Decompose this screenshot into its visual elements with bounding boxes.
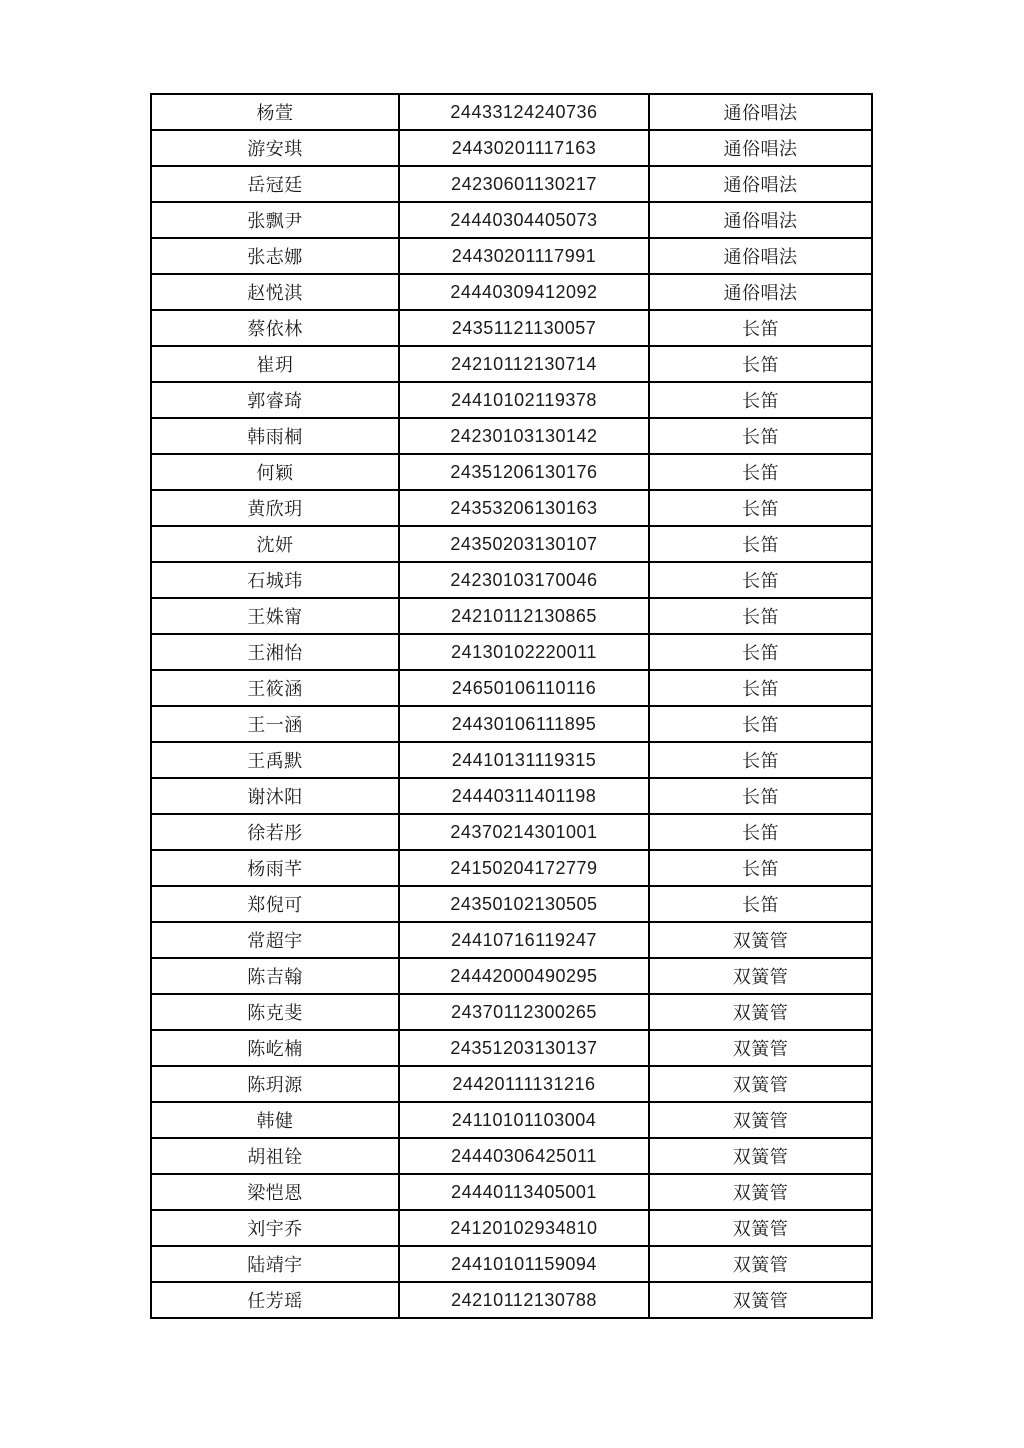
name-cell: 陈克斐 xyxy=(151,994,399,1030)
table-row xyxy=(151,94,872,130)
exam-number-cell: 24440309412092 xyxy=(399,274,649,310)
exam-number-cell: 24351121130057 xyxy=(399,310,649,346)
table-row xyxy=(151,166,872,202)
exam-number-cell: 24410131119315 xyxy=(399,742,649,778)
exam-number-cell: 24410716119247 xyxy=(399,922,649,958)
exam-number-cell: 24230601130217 xyxy=(399,166,649,202)
table-row xyxy=(151,238,872,274)
table-row xyxy=(151,1138,872,1174)
name-cell: 王筱涵 xyxy=(151,670,399,706)
table-row xyxy=(151,994,872,1030)
exam-number-cell: 24353206130163 xyxy=(399,490,649,526)
table-row xyxy=(151,850,872,886)
table-row xyxy=(151,526,872,562)
category-cell: 长笛 xyxy=(649,850,872,886)
category-cell: 通俗唱法 xyxy=(649,130,872,166)
exam-number-cell: 24430201117163 xyxy=(399,130,649,166)
category-cell: 长笛 xyxy=(649,418,872,454)
exam-number-cell: 24351206130176 xyxy=(399,454,649,490)
table-row xyxy=(151,418,872,454)
table-row xyxy=(151,130,872,166)
table-row xyxy=(151,1066,872,1102)
table-row xyxy=(151,1102,872,1138)
name-cell: 黄欣玥 xyxy=(151,490,399,526)
table-row xyxy=(151,778,872,814)
name-cell: 石城玮 xyxy=(151,562,399,598)
category-cell: 长笛 xyxy=(649,454,872,490)
table-row xyxy=(151,454,872,490)
category-cell: 长笛 xyxy=(649,526,872,562)
exam-number-cell: 24440306425011 xyxy=(399,1138,649,1174)
category-cell: 双簧管 xyxy=(649,958,872,994)
category-cell: 长笛 xyxy=(649,706,872,742)
table-row xyxy=(151,634,872,670)
exam-number-cell: 24650106110116 xyxy=(399,670,649,706)
table-row xyxy=(151,310,872,346)
exam-number-cell: 24433124240736 xyxy=(399,94,649,130)
name-cell: 胡祖铨 xyxy=(151,1138,399,1174)
category-cell: 双簧管 xyxy=(649,1174,872,1210)
name-cell: 梁恺恩 xyxy=(151,1174,399,1210)
exam-number-cell: 24130102220011 xyxy=(399,634,649,670)
exam-number-cell: 24440311401198 xyxy=(399,778,649,814)
category-cell: 双簧管 xyxy=(649,1210,872,1246)
exam-number-cell: 24150204172779 xyxy=(399,850,649,886)
table-row xyxy=(151,670,872,706)
table-row xyxy=(151,490,872,526)
name-cell: 蔡依林 xyxy=(151,310,399,346)
exam-number-cell: 24120102934810 xyxy=(399,1210,649,1246)
table-row xyxy=(151,382,872,418)
name-cell: 任芳瑶 xyxy=(151,1282,399,1318)
category-cell: 长笛 xyxy=(649,742,872,778)
name-cell: 郭睿琦 xyxy=(151,382,399,418)
name-cell: 王一涵 xyxy=(151,706,399,742)
name-cell: 杨萱 xyxy=(151,94,399,130)
category-cell: 长笛 xyxy=(649,634,872,670)
category-cell: 长笛 xyxy=(649,886,872,922)
name-cell: 陈玥源 xyxy=(151,1066,399,1102)
category-cell: 双簧管 xyxy=(649,1102,872,1138)
table-row xyxy=(151,1282,872,1318)
exam-number-cell: 24230103170046 xyxy=(399,562,649,598)
exam-number-cell: 24420111131216 xyxy=(399,1066,649,1102)
exam-number-cell: 24370214301001 xyxy=(399,814,649,850)
name-cell: 何颖 xyxy=(151,454,399,490)
category-cell: 双簧管 xyxy=(649,1246,872,1282)
name-cell: 王湘怡 xyxy=(151,634,399,670)
exam-number-cell: 24210112130865 xyxy=(399,598,649,634)
name-cell: 郑倪可 xyxy=(151,886,399,922)
table-row xyxy=(151,598,872,634)
name-cell: 陆靖宇 xyxy=(151,1246,399,1282)
name-cell: 沈妍 xyxy=(151,526,399,562)
name-cell: 赵悦淇 xyxy=(151,274,399,310)
exam-number-cell: 24210112130714 xyxy=(399,346,649,382)
name-cell: 韩雨桐 xyxy=(151,418,399,454)
category-cell: 双簧管 xyxy=(649,1138,872,1174)
exam-number-cell: 24410101159094 xyxy=(399,1246,649,1282)
table-row xyxy=(151,886,872,922)
category-cell: 通俗唱法 xyxy=(649,238,872,274)
category-cell: 长笛 xyxy=(649,346,872,382)
category-cell: 通俗唱法 xyxy=(649,202,872,238)
exam-number-cell: 24430201117991 xyxy=(399,238,649,274)
exam-number-cell: 24430106111895 xyxy=(399,706,649,742)
category-cell: 双簧管 xyxy=(649,994,872,1030)
category-cell: 长笛 xyxy=(649,670,872,706)
table-row xyxy=(151,958,872,994)
table-row xyxy=(151,1174,872,1210)
table-row xyxy=(151,922,872,958)
category-cell: 长笛 xyxy=(649,814,872,850)
category-cell: 双簧管 xyxy=(649,1282,872,1318)
name-cell: 岳冠廷 xyxy=(151,166,399,202)
name-cell: 游安琪 xyxy=(151,130,399,166)
table-row xyxy=(151,202,872,238)
exam-number-cell: 24442000490295 xyxy=(399,958,649,994)
exam-number-cell: 24410102119378 xyxy=(399,382,649,418)
roster-body xyxy=(151,94,872,1318)
table-row xyxy=(151,346,872,382)
category-cell: 双簧管 xyxy=(649,1030,872,1066)
exam-number-cell: 24230103130142 xyxy=(399,418,649,454)
name-cell: 张飘尹 xyxy=(151,202,399,238)
table-row xyxy=(151,562,872,598)
category-cell: 通俗唱法 xyxy=(649,94,872,130)
category-cell: 通俗唱法 xyxy=(649,274,872,310)
exam-number-cell: 24370112300265 xyxy=(399,994,649,1030)
name-cell: 刘宇乔 xyxy=(151,1210,399,1246)
name-cell: 张志娜 xyxy=(151,238,399,274)
exam-number-cell: 24351203130137 xyxy=(399,1030,649,1066)
table-row xyxy=(151,1210,872,1246)
table-row xyxy=(151,1030,872,1066)
name-cell: 杨雨芊 xyxy=(151,850,399,886)
table-row xyxy=(151,706,872,742)
exam-number-cell: 24350102130505 xyxy=(399,886,649,922)
name-cell: 陈屹楠 xyxy=(151,1030,399,1066)
category-cell: 通俗唱法 xyxy=(649,166,872,202)
name-cell: 常超宇 xyxy=(151,922,399,958)
category-cell: 双簧管 xyxy=(649,922,872,958)
name-cell: 谢沐阳 xyxy=(151,778,399,814)
category-cell: 长笛 xyxy=(649,310,872,346)
name-cell: 徐若彤 xyxy=(151,814,399,850)
table-row xyxy=(151,274,872,310)
category-cell: 长笛 xyxy=(649,382,872,418)
category-cell: 长笛 xyxy=(649,490,872,526)
table-row xyxy=(151,1246,872,1282)
name-cell: 韩健 xyxy=(151,1102,399,1138)
name-cell: 陈吉翰 xyxy=(151,958,399,994)
roster-table xyxy=(150,93,873,1319)
category-cell: 长笛 xyxy=(649,778,872,814)
table-row xyxy=(151,814,872,850)
exam-number-cell: 24440113405001 xyxy=(399,1174,649,1210)
name-cell: 王姝甯 xyxy=(151,598,399,634)
table-row xyxy=(151,742,872,778)
exam-number-cell: 24210112130788 xyxy=(399,1282,649,1318)
exam-number-cell: 24350203130107 xyxy=(399,526,649,562)
category-cell: 双簧管 xyxy=(649,1066,872,1102)
name-cell: 崔玥 xyxy=(151,346,399,382)
exam-number-cell: 24110101103004 xyxy=(399,1102,649,1138)
category-cell: 长笛 xyxy=(649,598,872,634)
category-cell: 长笛 xyxy=(649,562,872,598)
name-cell: 王禹默 xyxy=(151,742,399,778)
exam-number-cell: 24440304405073 xyxy=(399,202,649,238)
